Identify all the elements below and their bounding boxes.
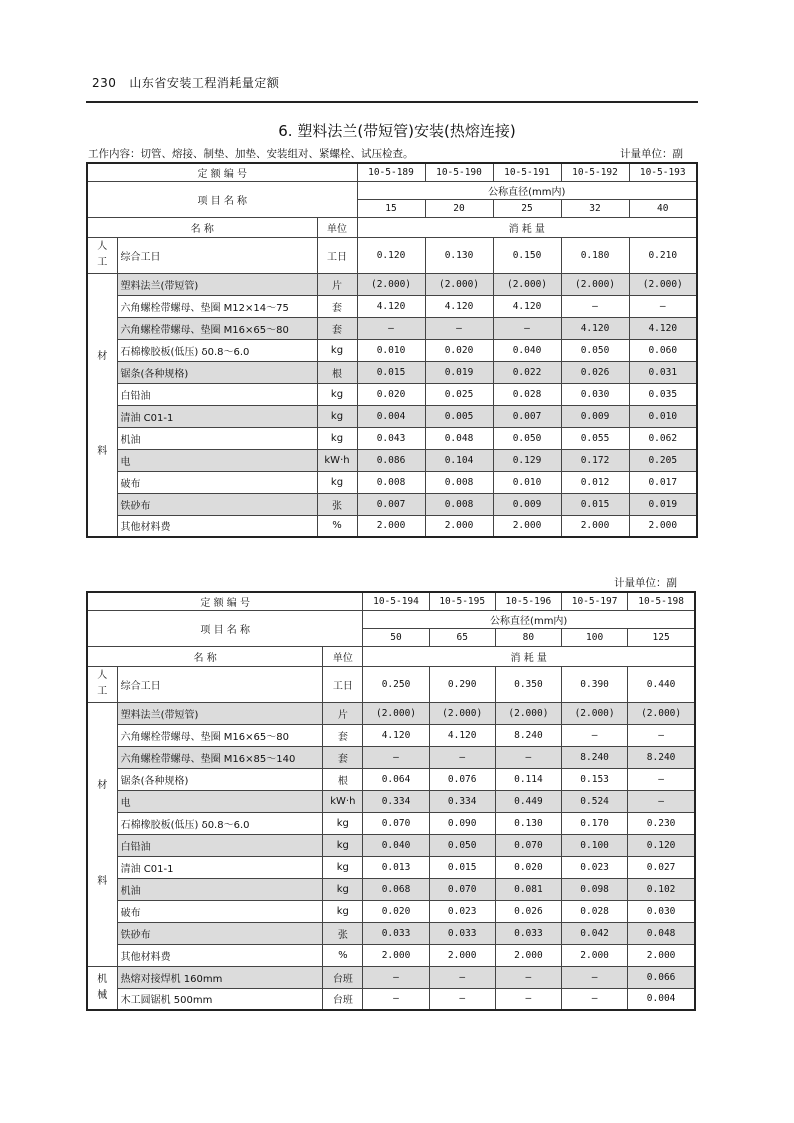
machine-value: — (495, 966, 561, 988)
material-value: 0.086 (357, 449, 425, 471)
labor-row (87, 237, 697, 273)
material-unit: 片 (317, 273, 357, 295)
material-value: 4.120 (357, 295, 425, 317)
material-value: 4.120 (425, 295, 493, 317)
material-value: 0.070 (495, 834, 561, 856)
quota-code: 10-5-192 (561, 163, 629, 181)
consumption-label: 消 耗 量 (357, 217, 697, 237)
material-row (87, 834, 695, 856)
material-category-char: 料 (97, 446, 108, 458)
machine-value: — (562, 966, 628, 988)
material-value: 0.040 (493, 339, 561, 361)
labor-name: 综合工日 (117, 666, 323, 702)
material-value: 0.008 (425, 493, 493, 515)
material-unit: kg (323, 856, 363, 878)
material-name: 破布 (117, 900, 323, 922)
diameter-value: 80 (495, 628, 561, 646)
material-unit: 张 (317, 493, 357, 515)
material-unit: kW·h (323, 790, 363, 812)
material-row (87, 900, 695, 922)
material-value: 8.240 (495, 724, 561, 746)
machine-value: — (562, 988, 628, 1010)
quota-code: 10-5-194 (363, 592, 429, 610)
material-row (87, 317, 697, 339)
material-name: 铁砂布 (117, 493, 317, 515)
quota-table-2 (86, 591, 696, 1011)
material-value: (2.000) (561, 273, 629, 295)
material-value: 2.000 (561, 515, 629, 537)
material-name: 机油 (117, 878, 323, 900)
material-category-char: 料 (97, 875, 108, 887)
material-row (87, 790, 695, 812)
material-value: 0.068 (363, 878, 429, 900)
material-value: 4.120 (493, 295, 561, 317)
material-value: (2.000) (357, 273, 425, 295)
material-value: 0.033 (429, 922, 495, 944)
material-value: 0.114 (495, 768, 561, 790)
material-row (87, 856, 695, 878)
material-name: 白铅油 (117, 383, 317, 405)
material-value: 0.031 (629, 361, 697, 383)
material-value: 4.120 (429, 724, 495, 746)
machine-category-char: 机 (97, 973, 108, 985)
material-value: (2.000) (495, 702, 561, 724)
material-value: 0.050 (429, 834, 495, 856)
material-value: — (363, 746, 429, 768)
material-value: 0.334 (363, 790, 429, 812)
material-value: — (357, 317, 425, 339)
material-value: 0.129 (493, 449, 561, 471)
material-unit: kg (323, 812, 363, 834)
material-category (87, 702, 117, 966)
material-value: 0.205 (629, 449, 697, 471)
machine-category (87, 966, 117, 1010)
material-value: 2.000 (429, 944, 495, 966)
material-value: 0.040 (363, 834, 429, 856)
material-value: (2.000) (429, 702, 495, 724)
machine-value: — (363, 988, 429, 1010)
material-value: 4.120 (629, 317, 697, 339)
material-unit: % (323, 944, 363, 966)
material-value: 0.048 (628, 922, 695, 944)
material-value: 0.070 (429, 878, 495, 900)
material-name: 六角螺栓带螺母、垫圈 M16×85～140 (117, 746, 323, 768)
material-row (87, 471, 697, 493)
material-value: 0.022 (493, 361, 561, 383)
item-name-label: 项 目 名 称 (87, 181, 357, 217)
material-value: 0.012 (561, 471, 629, 493)
material-name: 石棉橡胶板(低压) δ0.8～6.0 (117, 339, 317, 361)
quota-code: 10-5-198 (628, 592, 695, 610)
material-row (87, 273, 697, 295)
labor-category (87, 237, 117, 273)
page-number: 230 (92, 76, 117, 90)
unit-label: 单位 (323, 646, 363, 666)
labor-value: 0.180 (561, 237, 629, 273)
material-value: (2.000) (629, 273, 697, 295)
material-unit: 根 (317, 361, 357, 383)
column-header-row (87, 646, 695, 666)
material-row (87, 922, 695, 944)
book-title: 山东省安装工程消耗量定额 (129, 76, 280, 90)
material-value: (2.000) (562, 702, 628, 724)
material-category-char: 材 (97, 780, 108, 792)
material-name: 其他材料费 (117, 944, 323, 966)
work-content: 工作内容：切管、熔接、制垫、加垫、安装组对、紧螺栓、试压检查。 (88, 148, 414, 160)
material-value: 8.240 (628, 746, 695, 768)
material-row (87, 427, 697, 449)
header-rule (86, 101, 698, 103)
material-value: 0.449 (495, 790, 561, 812)
material-value: 0.020 (363, 900, 429, 922)
material-name: 其他材料费 (117, 515, 317, 537)
material-value: 0.120 (628, 834, 695, 856)
material-value: 0.153 (562, 768, 628, 790)
labor-value: 0.150 (493, 237, 561, 273)
machine-value: — (495, 988, 561, 1010)
material-value: 0.008 (357, 471, 425, 493)
material-value: 0.098 (562, 878, 628, 900)
material-unit: 片 (323, 702, 363, 724)
material-value: 0.172 (561, 449, 629, 471)
quota-code: 10-5-190 (425, 163, 493, 181)
material-row (87, 383, 697, 405)
material-value: — (493, 317, 561, 339)
quota-code: 10-5-196 (495, 592, 561, 610)
machine-name: 热熔对接焊机 160mm (117, 966, 323, 988)
material-value: — (629, 295, 697, 317)
labor-value: 0.130 (425, 237, 493, 273)
material-value: 0.023 (429, 900, 495, 922)
material-value: 0.090 (429, 812, 495, 834)
material-value: 0.524 (562, 790, 628, 812)
machine-name: 木工圆锯机 500mm (117, 988, 323, 1010)
machine-row (87, 988, 695, 1010)
unit-label: 单位 (317, 217, 357, 237)
material-value: 0.033 (363, 922, 429, 944)
item-name-label: 项 目 名 称 (87, 610, 363, 646)
diameter-value: 65 (429, 628, 495, 646)
material-value: 0.020 (357, 383, 425, 405)
material-value: 0.020 (425, 339, 493, 361)
machine-row (87, 966, 695, 988)
material-value: 0.043 (357, 427, 425, 449)
material-name: 机油 (117, 427, 317, 449)
labor-value: 0.120 (357, 237, 425, 273)
material-value: — (562, 724, 628, 746)
machine-unit: 台班 (323, 966, 363, 988)
material-row (87, 449, 697, 471)
material-unit: kg (317, 383, 357, 405)
labor-name: 综合工日 (117, 237, 317, 273)
material-row (87, 768, 695, 790)
labor-unit: 工日 (323, 666, 363, 702)
material-value: 0.104 (425, 449, 493, 471)
material-value: 0.050 (493, 427, 561, 449)
material-value: 4.120 (561, 317, 629, 339)
machine-value: 0.004 (628, 988, 695, 1010)
material-value: 0.028 (493, 383, 561, 405)
material-value: 0.013 (363, 856, 429, 878)
material-value: 0.008 (425, 471, 493, 493)
machine-value: 0.066 (628, 966, 695, 988)
material-value: 0.050 (561, 339, 629, 361)
material-unit: kg (317, 339, 357, 361)
material-row (87, 515, 697, 537)
material-value: 0.010 (629, 405, 697, 427)
labor-category-char: 人 (97, 670, 108, 681)
material-value: 0.055 (561, 427, 629, 449)
material-value: 4.120 (363, 724, 429, 746)
labor-value: 0.210 (629, 237, 697, 273)
material-row (87, 405, 697, 427)
material-value: (2.000) (363, 702, 429, 724)
material-row (87, 878, 695, 900)
unit-note-1: 计量单位：副 (620, 148, 683, 160)
diameter-value: 50 (363, 628, 429, 646)
column-header-row (87, 217, 697, 237)
material-value: 0.015 (561, 493, 629, 515)
material-value: 0.035 (629, 383, 697, 405)
material-value: 0.100 (562, 834, 628, 856)
material-value: 0.064 (363, 768, 429, 790)
nominal-dia-label: 公称直径(mm内) (357, 181, 697, 199)
labor-value: 0.290 (429, 666, 495, 702)
machine-value: — (363, 966, 429, 988)
material-unit: 套 (323, 746, 363, 768)
nominal-dia-row (87, 181, 697, 199)
material-name: 破布 (117, 471, 317, 493)
material-value: 2.000 (425, 515, 493, 537)
material-value: — (425, 317, 493, 339)
material-value: 0.030 (561, 383, 629, 405)
material-value: 0.026 (495, 900, 561, 922)
material-value: 0.060 (629, 339, 697, 361)
machine-category-char: 械 (97, 989, 108, 1001)
material-row (87, 944, 695, 966)
labor-category-char: 工 (97, 686, 108, 697)
material-unit: kg (323, 834, 363, 856)
material-row (87, 724, 695, 746)
material-value: — (628, 768, 695, 790)
name-label: 名 称 (87, 646, 323, 666)
labor-value: 0.440 (628, 666, 695, 702)
consumption-label: 消 耗 量 (363, 646, 695, 666)
material-value: — (628, 724, 695, 746)
labor-category (87, 666, 117, 702)
material-value: 0.230 (628, 812, 695, 834)
diameter-value: 32 (561, 199, 629, 217)
nominal-dia-row (87, 610, 695, 628)
running-header (92, 74, 279, 91)
labor-unit: 工日 (317, 237, 357, 273)
material-row (87, 746, 695, 768)
material-row (87, 361, 697, 383)
material-name: 清油 C01-1 (117, 405, 317, 427)
machine-value: — (429, 966, 495, 988)
material-value: 0.007 (493, 405, 561, 427)
material-category-char: 材 (97, 351, 108, 363)
material-name: 六角螺栓带螺母、垫圈 M16×65～80 (117, 317, 317, 339)
material-name: 六角螺栓带螺母、垫圈 M12×14～75 (117, 295, 317, 317)
labor-category-char: 人 (97, 241, 108, 252)
material-unit: kg (317, 405, 357, 427)
material-name: 石棉橡胶板(低压) δ0.8～6.0 (117, 812, 323, 834)
quota-code: 10-5-189 (357, 163, 425, 181)
quota-code: 10-5-197 (562, 592, 628, 610)
material-value: 0.009 (493, 493, 561, 515)
quota-code: 10-5-195 (429, 592, 495, 610)
quota-code-row (87, 163, 697, 181)
material-unit: 套 (317, 295, 357, 317)
material-value: 0.010 (493, 471, 561, 493)
unit-note-2: 计量单位：副 (614, 577, 677, 589)
material-value: 0.019 (629, 493, 697, 515)
quota-code-row (87, 592, 695, 610)
material-value: 0.062 (629, 427, 697, 449)
material-value: 0.023 (562, 856, 628, 878)
material-category (87, 273, 117, 537)
material-value: 0.017 (629, 471, 697, 493)
material-value: 0.009 (561, 405, 629, 427)
material-value: 0.042 (562, 922, 628, 944)
material-value: (2.000) (425, 273, 493, 295)
material-row (87, 702, 695, 724)
quota-table-1 (86, 162, 698, 538)
material-unit: 套 (317, 317, 357, 339)
material-value: 2.000 (357, 515, 425, 537)
material-value: 0.048 (425, 427, 493, 449)
material-value: 0.005 (425, 405, 493, 427)
section-title: 6. 塑料法兰(带短管)安装(热熔连接) (278, 122, 516, 140)
labor-value: 0.350 (495, 666, 561, 702)
material-value: 2.000 (562, 944, 628, 966)
material-value: — (628, 790, 695, 812)
material-name: 铁砂布 (117, 922, 323, 944)
material-value: 0.026 (561, 361, 629, 383)
material-name: 电 (117, 449, 317, 471)
quota-no-label: 定 额 编 号 (87, 163, 357, 181)
diameter-value: 20 (425, 199, 493, 217)
material-unit: % (317, 515, 357, 537)
material-value: — (495, 746, 561, 768)
quota-code: 10-5-193 (629, 163, 697, 181)
material-unit: 套 (323, 724, 363, 746)
material-value: 0.030 (628, 900, 695, 922)
material-value: 0.010 (357, 339, 425, 361)
quota-code: 10-5-191 (493, 163, 561, 181)
material-value: 0.015 (357, 361, 425, 383)
material-value: 2.000 (363, 944, 429, 966)
diameter-value: 100 (562, 628, 628, 646)
material-row (87, 295, 697, 317)
material-value: 0.102 (628, 878, 695, 900)
material-value: 0.070 (363, 812, 429, 834)
material-name: 塑料法兰(带短管) (117, 273, 317, 295)
material-value: 0.004 (357, 405, 425, 427)
name-label: 名 称 (87, 217, 317, 237)
material-unit: 根 (323, 768, 363, 790)
material-value: 0.334 (429, 790, 495, 812)
material-value: 0.028 (562, 900, 628, 922)
material-name: 锯条(各种规格) (117, 768, 323, 790)
material-value: 2.000 (495, 944, 561, 966)
material-value: 0.020 (495, 856, 561, 878)
material-value: (2.000) (493, 273, 561, 295)
material-value: 0.130 (495, 812, 561, 834)
material-value: 0.007 (357, 493, 425, 515)
material-name: 白铅油 (117, 834, 323, 856)
material-value: 2.000 (628, 944, 695, 966)
machine-value: — (429, 988, 495, 1010)
material-name: 锯条(各种规格) (117, 361, 317, 383)
material-value: 0.033 (495, 922, 561, 944)
machine-unit: 台班 (323, 988, 363, 1010)
material-value: 0.027 (628, 856, 695, 878)
labor-category-char: 工 (97, 257, 108, 268)
material-name: 塑料法兰(带短管) (117, 702, 323, 724)
quota-no-label: 定 额 编 号 (87, 592, 363, 610)
material-row (87, 812, 695, 834)
diameter-value: 15 (357, 199, 425, 217)
material-unit: kg (317, 427, 357, 449)
material-value: 0.019 (425, 361, 493, 383)
nominal-dia-label: 公称直径(mm内) (363, 610, 695, 628)
material-name: 电 (117, 790, 323, 812)
material-value: 8.240 (562, 746, 628, 768)
material-name: 六角螺栓带螺母、垫圈 M16×65～80 (117, 724, 323, 746)
diameter-value: 125 (628, 628, 695, 646)
labor-value: 0.390 (562, 666, 628, 702)
material-value: (2.000) (628, 702, 695, 724)
labor-value: 0.250 (363, 666, 429, 702)
material-row (87, 493, 697, 515)
material-value: — (429, 746, 495, 768)
material-value: 0.025 (425, 383, 493, 405)
diameter-value: 25 (493, 199, 561, 217)
material-value: 0.076 (429, 768, 495, 790)
material-name: 清油 C01-1 (117, 856, 323, 878)
material-value: 2.000 (493, 515, 561, 537)
material-value: 2.000 (629, 515, 697, 537)
material-value: 0.170 (562, 812, 628, 834)
material-unit: kW·h (317, 449, 357, 471)
material-unit: kg (317, 471, 357, 493)
material-unit: kg (323, 878, 363, 900)
material-value: 0.081 (495, 878, 561, 900)
material-value: — (561, 295, 629, 317)
labor-row (87, 666, 695, 702)
material-unit: 张 (323, 922, 363, 944)
material-row (87, 339, 697, 361)
material-value: 0.015 (429, 856, 495, 878)
diameter-value: 40 (629, 199, 697, 217)
material-unit: kg (323, 900, 363, 922)
